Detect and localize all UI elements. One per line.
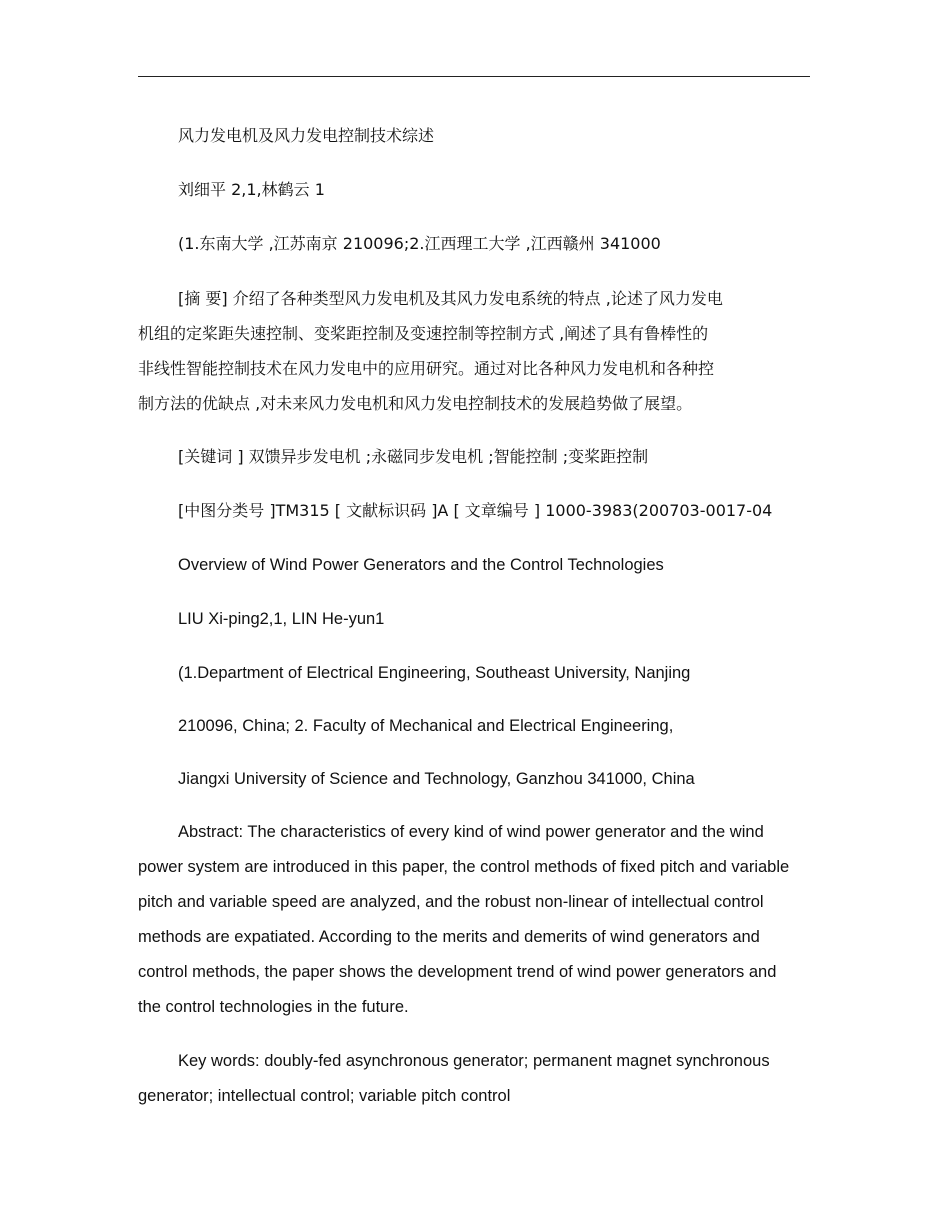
abstract-en-line: control methods, the paper shows the development trend of wind power generators and <box>138 963 777 981</box>
authors-en: LIU Xi-ping2,1, LIN He-yun1 <box>178 610 385 628</box>
abstract-en-line: methods are expatiated. According to the merits and demerits of wind generators and <box>138 928 760 946</box>
keywords-en <box>138 1044 770 1114</box>
keywords-cn: [关键词 ] 双馈异步发电机 ;永磁同步发电机 ;智能控制 ;变桨距控制 <box>178 447 649 466</box>
abstract-cn-line: [摘 要] 介绍了各种类型风力发电机及其风力发电系统的特点 ,论述了风力发电 <box>178 289 723 308</box>
abstract-en-line: Abstract: The characteristics of every kind of wind power generator and the wind <box>178 823 764 841</box>
header-rule <box>138 76 810 77</box>
abstract-cn <box>138 281 723 421</box>
abstract-en-line: the control technologies in the future. <box>138 998 409 1016</box>
affiliation-en-line: Jiangxi University of Science and Technology, Ganzhou 341000, China <box>178 770 695 788</box>
abstract-cn-line: 机组的定桨距失速控制、变桨距控制及变速控制等控制方式 ,阐述了具有鲁棒性的 <box>138 324 709 343</box>
keywords-en-line: Key words: doubly-fed asynchronous generator; permanent magnet synchronous <box>178 1052 770 1070</box>
abstract-en-line: power system are introduced in this paper, the control methods of fixed pitch and variable <box>138 858 790 876</box>
classification-cn: [中图分类号 ]TM315 [ 文献标识码 ]A [ 文章编号 ] 1000-3983(200703-0017-04 <box>178 501 773 520</box>
abstract-cn-line: 制方法的优缺点 ,对未来风力发电机和风力发电控制技术的发展趋势做了展望。 <box>138 394 693 413</box>
title-en: Overview of Wind Power Generators and the Control Technologies <box>178 556 664 574</box>
keywords-en-line: generator; intellectual control; variable pitch control <box>138 1087 511 1105</box>
affiliation-en-line: 210096, China; 2. Faculty of Mechanical and Electrical Engineering, <box>178 717 674 735</box>
abstract-en <box>138 815 789 1025</box>
title-cn: 风力发电机及风力发电控制技术综述 <box>178 126 435 145</box>
affiliation-en-line: (1.Department of Electrical Engineering, Southeast University, Nanjing <box>178 664 691 682</box>
abstract-cn-line: 非线性智能控制技术在风力发电中的应用研究。通过对比各种风力发电机和各种控 <box>138 359 715 378</box>
affiliation-cn: (1.东南大学 ,江苏南京 210096;2.江西理工大学 ,江西赣州 341000 <box>178 234 661 253</box>
abstract-en-line: pitch and variable speed are analyzed, and the robust non-linear of intellectual control <box>138 893 764 911</box>
authors-cn: 刘细平 2,1,林鹤云 1 <box>178 180 325 199</box>
